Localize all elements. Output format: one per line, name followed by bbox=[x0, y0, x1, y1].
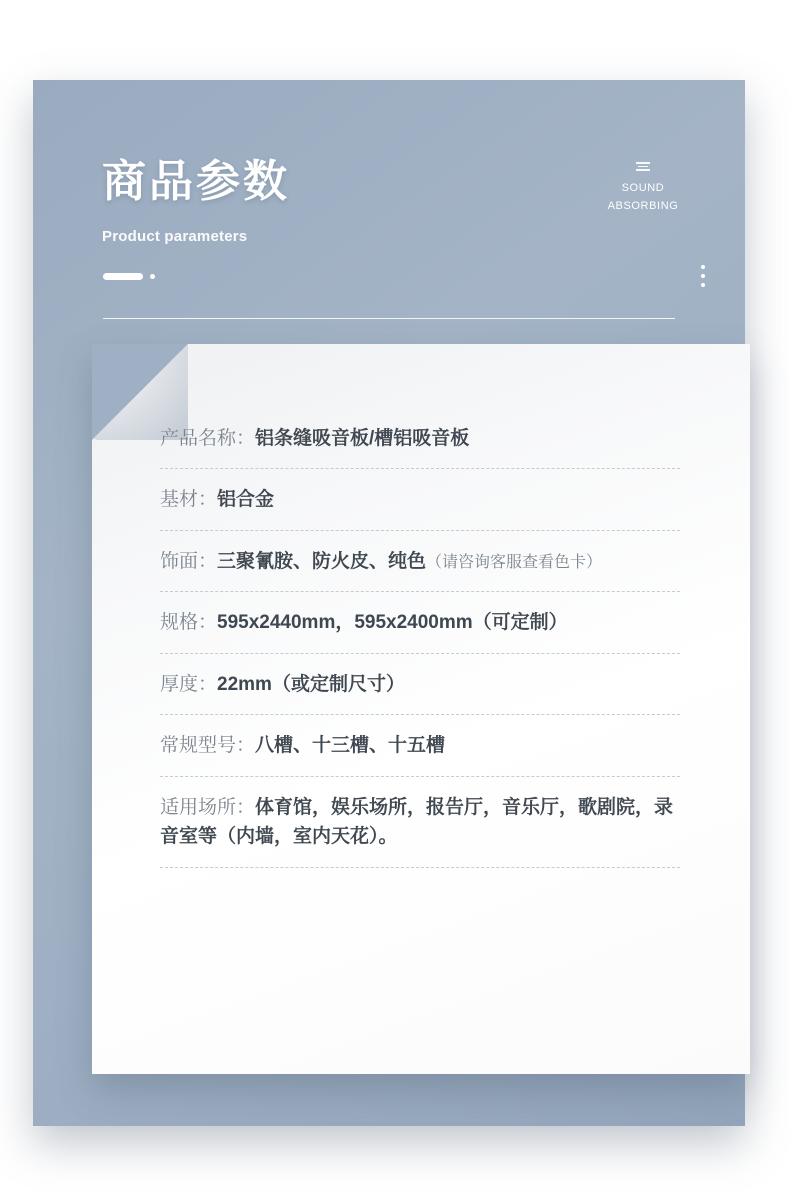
param-value: 八槽、十三槽、十五槽 bbox=[255, 735, 446, 757]
param-value: 595x2440mm，595x2400mm（可定制） bbox=[217, 612, 568, 634]
param-value: 铝合金 bbox=[217, 489, 275, 511]
dash-decoration bbox=[103, 273, 143, 280]
badge-line-one: SOUND bbox=[621, 181, 665, 194]
table-row bbox=[160, 418, 680, 469]
page-subtitle: Product parameters bbox=[102, 228, 248, 245]
kebab-menu-icon[interactable] bbox=[701, 265, 705, 287]
stacked-lines-icon bbox=[583, 162, 703, 171]
header-divider bbox=[103, 318, 675, 319]
param-label: 常规型号： bbox=[160, 735, 256, 757]
page-title: 商品参数 bbox=[102, 157, 290, 206]
param-label: 厚度： bbox=[160, 673, 218, 695]
param-label: 产品名称： bbox=[160, 428, 256, 449]
param-value: 三聚氰胺、防火皮、纯色 bbox=[217, 550, 427, 572]
card-header bbox=[33, 80, 745, 345]
sound-absorbing-badge bbox=[583, 162, 703, 215]
dot-decoration bbox=[150, 274, 155, 279]
badge-line-two: ABSORBING bbox=[607, 199, 679, 212]
table-row bbox=[160, 715, 680, 776]
table-row bbox=[160, 592, 680, 653]
table-row bbox=[160, 777, 680, 868]
parameters-card bbox=[92, 344, 750, 1074]
parameters-list bbox=[160, 418, 680, 868]
param-value: 铝条缝吸音板/槽铝吸音板 bbox=[255, 428, 470, 449]
param-label: 饰面： bbox=[160, 550, 218, 572]
param-note: （请咨询客服查看色卡） bbox=[426, 553, 603, 571]
param-value: 22mm（或定制尺寸） bbox=[217, 673, 405, 695]
table-row bbox=[160, 531, 680, 592]
table-row bbox=[160, 654, 680, 715]
param-label: 基材： bbox=[160, 489, 218, 511]
param-label: 适用场所： bbox=[160, 796, 256, 818]
param-value: 体育馆，娱乐场所，报告厅，音乐厅，歌剧院，录音室等（内墙，室内天花）。 bbox=[160, 796, 674, 848]
param-label: 规格： bbox=[160, 612, 218, 634]
dash-dot-decoration bbox=[103, 273, 155, 280]
table-row bbox=[160, 469, 680, 530]
